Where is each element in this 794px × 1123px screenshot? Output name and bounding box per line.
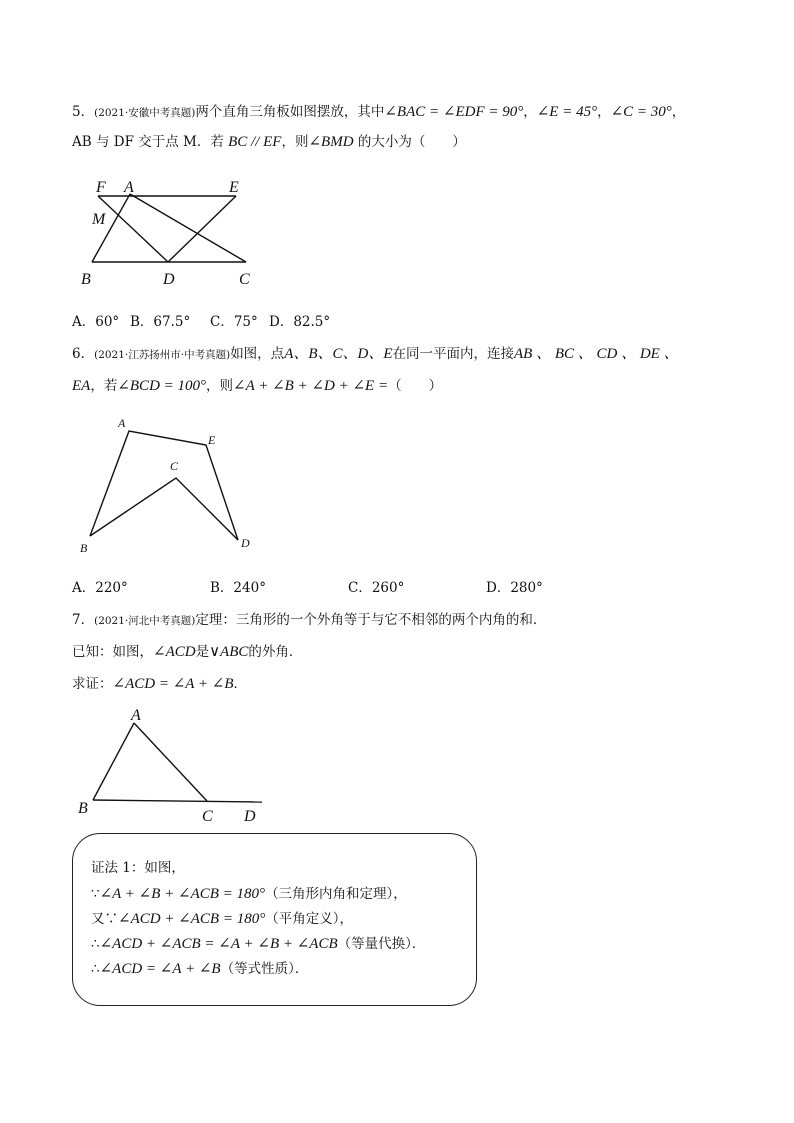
q5-number: 5． xyxy=(72,104,95,120)
q5-seg-AB xyxy=(92,194,130,262)
q7-seg-AC xyxy=(134,723,207,801)
q6-points: A、B、C、D、E xyxy=(284,346,393,362)
q6-source: (2021·江苏扬州市·中考真题) xyxy=(94,349,231,361)
q6-option-b[interactable]: B．240° xyxy=(210,580,266,596)
q6-label-B: B xyxy=(80,541,88,555)
proof-title: 证法 1：如图， xyxy=(91,860,185,876)
q5-label-A: A xyxy=(124,179,134,196)
q5-line1: 5．(2021·安徽中考真题)两个直角三角板如图摆放，其中∠BAC = ∠EDF = 90°，∠E = 45°，∠C = 30°， xyxy=(72,104,686,120)
q5-label-C: C xyxy=(239,271,250,288)
q7-number: 7． xyxy=(72,612,95,628)
q5-cond3: ∠C = 30° xyxy=(610,104,672,120)
q7-line1 xyxy=(72,610,546,631)
q5-label-M: M xyxy=(92,211,106,228)
proof-line-4: ∴∠ACD = ∠A + ∠B（等式性质）． xyxy=(91,961,309,977)
proof-line-2: 又∵∠ACD + ∠ACB = 180°（平角定义）， xyxy=(91,911,353,927)
q6-cond2: ∠A + ∠B + ∠D + ∠E = xyxy=(233,378,389,394)
q5-label-B: B xyxy=(81,271,91,288)
q7-prove: 求证：∠ACD = ∠A + ∠B． xyxy=(72,676,248,692)
q5-label-F: F xyxy=(96,179,106,196)
q6-cond1: ∠BCD = 100° xyxy=(117,378,207,394)
q6-label-C: C xyxy=(170,459,179,473)
q5-cond1: ∠BAC = ∠EDF = 90° xyxy=(384,104,524,120)
q6-option-d[interactable]: D．280° xyxy=(486,580,543,596)
q6-line1: 6．(2021·江苏扬州市·中考真题)如图，点A、B、C、D、E在同一平面内，连接AB 、 BC 、 CD 、 DE 、 xyxy=(72,346,679,362)
proof-box xyxy=(72,833,477,1006)
q5-option-d[interactable]: D．82.5° xyxy=(269,314,331,330)
q5-text: 两个直角三角板如图摆放，其中 xyxy=(195,104,385,120)
q7-label-A: A xyxy=(131,707,141,724)
q5-source: (2021·安徽中考真题) xyxy=(94,107,196,119)
q5-option-c[interactable]: C．75° xyxy=(210,314,258,330)
q5-option-a[interactable]: A．60° xyxy=(72,314,120,330)
q6-pentagon xyxy=(90,431,238,540)
q7-label-C: C xyxy=(202,808,213,825)
q7-label-B: B xyxy=(78,800,88,817)
q5-seg-AC xyxy=(130,194,246,262)
q6-segs: AB 、 BC 、 CD 、 DE 、 xyxy=(514,346,679,362)
q6-label-E: E xyxy=(208,433,216,447)
q7-label-D: D xyxy=(244,808,256,825)
q6-number: 6． xyxy=(72,346,95,362)
q5-seg-FD xyxy=(98,196,168,262)
q5-label-D: D xyxy=(163,271,175,288)
q7-given: 已知：如图，∠ACD是∨ABC的外角． xyxy=(72,644,303,660)
proof-line-1: ∵∠A + ∠B + ∠ACB = 180°（三角形内角和定理）， xyxy=(91,886,407,902)
q6-line2: EA，若∠BCD = 100°，则∠A + ∠B + ∠D + ∠E =（ ） xyxy=(72,378,443,394)
q7-seg-BD xyxy=(93,800,262,802)
q6-label-A: A xyxy=(118,416,126,430)
q5-cond2: ∠E = 45° xyxy=(536,104,598,120)
proof-line-3: ∴∠ACD + ∠ACB = ∠A + ∠B + ∠ACB（等量代换）． xyxy=(91,936,426,952)
q6-label-D: D xyxy=(241,536,250,550)
q5-cond4: BC // EF xyxy=(228,134,282,150)
q5-option-b[interactable]: B．67.5° xyxy=(130,314,191,330)
q7-source: (2021·河北中考真题) xyxy=(94,615,196,627)
q5-label-E: E xyxy=(229,179,239,196)
q7-theorem: 定理：三角形的一个外角等于与它不相邻的两个内角的和． xyxy=(195,612,547,628)
q6-option-a[interactable]: A．220° xyxy=(72,580,128,596)
q5-seg-ED xyxy=(168,196,236,262)
q7-seg-AB xyxy=(93,723,134,800)
q5-cond5: ∠BMD xyxy=(308,134,354,150)
q6-option-c[interactable]: C．260° xyxy=(348,580,405,596)
q5-line2: AB 与 DF 交于点 M．若 BC // EF，则∠BMD 的大小为（ ） xyxy=(72,134,466,150)
